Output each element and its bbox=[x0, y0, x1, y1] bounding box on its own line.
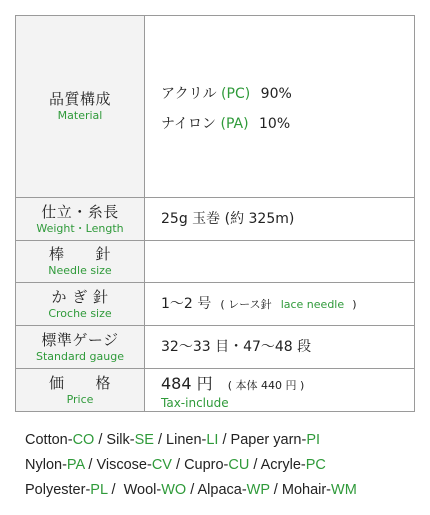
crochet-value-cell bbox=[145, 283, 415, 326]
price-value-sub: ( 本体 440 円 ) bbox=[227, 378, 305, 392]
crochet-label-jp: か ぎ 針 bbox=[51, 287, 109, 306]
weight-value-cell bbox=[145, 198, 415, 241]
material-value-cell bbox=[145, 16, 415, 198]
legend-sep: / bbox=[171, 457, 185, 473]
crochet-label-cell bbox=[16, 283, 145, 326]
legend-silk-code: SE bbox=[134, 432, 154, 448]
legend-nylon-code: PA bbox=[66, 457, 85, 473]
legend-cotton-code: CO bbox=[72, 432, 95, 448]
gauge-value: 32〜33 目・47〜48 段 bbox=[161, 339, 312, 355]
gauge-label-jp: 標準ゲージ bbox=[41, 330, 119, 349]
needle-value-cell bbox=[145, 241, 415, 283]
needle-row bbox=[16, 241, 415, 283]
material-1-code: (PC) bbox=[221, 85, 251, 102]
material-label-cell bbox=[16, 16, 145, 198]
legend-mohair-code: WM bbox=[331, 482, 357, 498]
legend-line-3 bbox=[25, 478, 425, 503]
price-label-jp: 価 格 bbox=[48, 373, 111, 392]
material-2-code: (PA) bbox=[220, 115, 249, 132]
legend-sep: / bbox=[107, 482, 124, 498]
weight-label-cell bbox=[16, 198, 145, 241]
legend-sep: / bbox=[269, 482, 282, 498]
material-line-2 bbox=[161, 113, 414, 135]
material-1-name: アクリル bbox=[161, 85, 217, 102]
price-value-cell bbox=[145, 369, 415, 412]
legend-paper-name: Paper yarn- bbox=[230, 432, 307, 448]
price-value-main: 484 円 bbox=[161, 373, 213, 393]
spec-table bbox=[15, 15, 415, 412]
legend-alpaca-code: WP bbox=[246, 482, 270, 498]
legend-acryle-name: Acryle- bbox=[260, 457, 306, 473]
material-label-en: Material bbox=[57, 109, 103, 122]
crochet-value-paren-close: ) bbox=[352, 297, 357, 311]
needle-label-en: Needle size bbox=[48, 264, 112, 277]
crochet-value-paren-open: ( レース針 bbox=[220, 297, 272, 311]
legend-sep: / bbox=[153, 432, 167, 448]
legend-nylon-name: Nylon- bbox=[25, 457, 67, 473]
weight-row bbox=[16, 198, 415, 241]
legend-polyester-code: PL bbox=[90, 482, 108, 498]
price-value-en: Tax-include bbox=[161, 395, 229, 410]
price-label-en: Price bbox=[66, 392, 94, 406]
legend-wool-code: WO bbox=[161, 482, 187, 498]
needle-label-cell bbox=[16, 241, 145, 283]
material-row bbox=[16, 16, 415, 198]
material-label-jp: 品質構成 bbox=[48, 90, 111, 108]
material-2-pct: 10% bbox=[259, 115, 291, 132]
legend-line-1 bbox=[25, 428, 425, 453]
weight-label-en: Weight・Length bbox=[36, 221, 124, 235]
fiber-code-legend bbox=[25, 428, 425, 503]
legend-sep: / bbox=[84, 457, 97, 473]
crochet-label-en: Croche size bbox=[48, 306, 112, 320]
price-value-line bbox=[161, 373, 414, 397]
price-row bbox=[16, 369, 415, 412]
weight-value: 25g 玉巻 (約 325m) bbox=[161, 211, 295, 227]
material-2-name: ナイロン bbox=[161, 115, 217, 132]
gauge-row bbox=[16, 326, 415, 369]
legend-wool-name: Wool- bbox=[123, 482, 162, 498]
legend-sep: / bbox=[218, 432, 231, 448]
legend-sep: / bbox=[249, 457, 261, 473]
legend-paper-code: PI bbox=[306, 432, 321, 448]
crochet-row bbox=[16, 283, 415, 326]
needle-label-jp: 棒 針 bbox=[48, 245, 111, 263]
legend-viscose-name: Viscose- bbox=[96, 457, 152, 473]
legend-cupro-name: Cupro- bbox=[184, 457, 229, 473]
gauge-label-cell bbox=[16, 326, 145, 369]
legend-cupro-code: CU bbox=[228, 457, 250, 473]
legend-linen-name: Linen- bbox=[166, 432, 207, 448]
legend-viscose-code: CV bbox=[151, 457, 172, 473]
legend-polyester-name: Polyester- bbox=[25, 482, 91, 498]
legend-acryle-code: PC bbox=[305, 457, 326, 473]
price-label-cell bbox=[16, 369, 145, 412]
material-1-pct: 90% bbox=[260, 85, 292, 102]
gauge-value-cell bbox=[145, 326, 415, 369]
legend-line-2 bbox=[25, 453, 425, 478]
legend-sep: / bbox=[94, 432, 107, 448]
crochet-value-main: 1〜2 号 bbox=[161, 295, 212, 312]
gauge-label-en: Standard gauge bbox=[36, 349, 124, 363]
legend-mohair-name: Mohair- bbox=[281, 482, 332, 498]
weight-label-jp: 仕立・糸長 bbox=[41, 202, 119, 221]
crochet-value-en: lace needle bbox=[280, 297, 345, 311]
legend-linen-code: LI bbox=[206, 432, 219, 448]
legend-alpaca-name: Alpaca- bbox=[197, 482, 247, 498]
legend-silk-name: Silk- bbox=[106, 432, 135, 448]
legend-cotton-name: Cotton- bbox=[25, 432, 73, 448]
legend-sep: / bbox=[186, 482, 198, 498]
material-line-1 bbox=[161, 83, 414, 105]
